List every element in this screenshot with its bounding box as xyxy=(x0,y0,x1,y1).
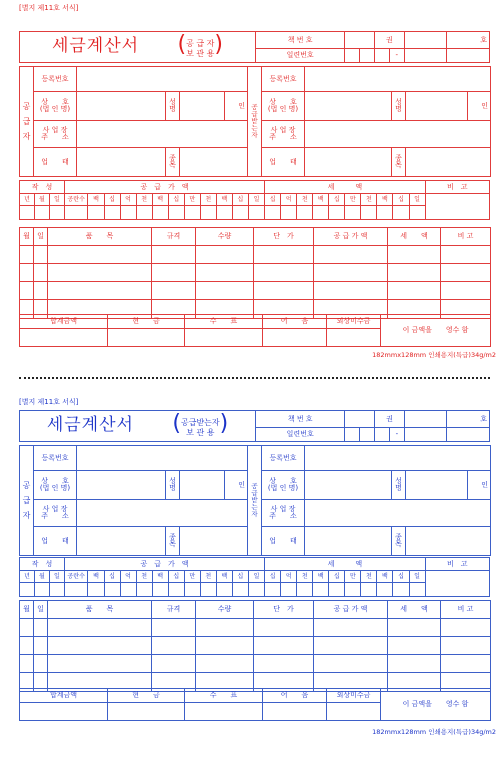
supplier-address-field[interactable] xyxy=(77,121,248,148)
book-number-label: 책 번 호 xyxy=(255,32,344,49)
supplier-biztype-label: 업 태 xyxy=(34,527,77,556)
supplier-name-label: 성 명 xyxy=(166,471,180,500)
line-items: 월 일 품 목 규격 수량 단 가 공 급 가 액 세 액 비 고 xyxy=(19,600,491,692)
receiver-name-label: 성 명 xyxy=(392,471,406,500)
invoice-receiver-copy xyxy=(0,379,504,757)
supplier-address-label: 사 업 장 주 소 xyxy=(34,121,77,148)
receiver-biztype-field[interactable] xyxy=(305,148,392,177)
party-info xyxy=(19,66,491,177)
supplier-item-label: 종 목 xyxy=(166,148,180,177)
supplier-company-field[interactable] xyxy=(77,92,166,121)
remarks-label: 비 고 xyxy=(425,558,489,571)
serial-number-label: 일련번호 xyxy=(256,428,345,442)
receiver-company-field[interactable] xyxy=(305,92,392,121)
receiver-company-field[interactable] xyxy=(305,471,392,500)
serial-number-label: 일련번호 xyxy=(255,49,344,63)
amount-section: 작 성 공 급 가 액 세 액 비 고 년 월 일 공란수 백 십 억 천 백 십 만 천 백 십 일 십 억 천 백 십 만 천 백 십 일 xyxy=(19,180,490,220)
supply-amount-label: 공 급 가 액 xyxy=(64,181,264,194)
supplier-name-label: 성 명 xyxy=(166,92,180,121)
remarks-field[interactable] xyxy=(425,194,489,220)
volume-label: 권 xyxy=(375,411,405,428)
copy-type-line2: 보 관 용 xyxy=(186,48,215,58)
written-date-label: 작 성 xyxy=(20,181,65,194)
supplier-item-label: 종 목 xyxy=(166,527,180,556)
receiver-item-field[interactable] xyxy=(406,148,491,177)
issue-number-label: 호 xyxy=(447,411,490,428)
supplier-name-field[interactable] xyxy=(180,92,225,121)
supplier-address-field[interactable] xyxy=(77,500,248,527)
receiver-reg-label: 등록번호 xyxy=(262,67,305,92)
supplier-section-label: 공 급 자 xyxy=(20,446,34,556)
document-title: 세금계산서 xyxy=(51,35,140,56)
issue-number-label: 호 xyxy=(447,32,490,49)
supplier-name-field[interactable] xyxy=(180,471,225,500)
supplier-company-label: 상 호 (법 인 명) xyxy=(34,92,77,121)
receiver-company-label: 상 호 (법 인 명) xyxy=(262,471,305,500)
supplier-address-label: 사 업 장 주 소 xyxy=(34,500,77,527)
totals-section: 합계금액 현 금 수 표 어 음 외상미수금 이 금액을 영수 함 xyxy=(19,688,491,721)
volume-label: 권 xyxy=(375,32,405,49)
table-row[interactable] xyxy=(20,619,491,637)
remarks-field[interactable] xyxy=(425,571,489,597)
form-number-label: [별지 제11호 서식] xyxy=(19,4,79,12)
supplier-section-label: 공 급 자 xyxy=(20,67,34,177)
line-items: 월 일 품 목 규격 수량 단 가 공 급 가 액 세 액 비 고 xyxy=(19,227,491,319)
blank-count-label: 공란수 xyxy=(64,194,88,206)
receiver-reg-field[interactable] xyxy=(305,67,491,92)
copy-type-line2: 보 관 용 xyxy=(186,427,215,437)
supplier-company-label: 상 호 (법 인 명) xyxy=(34,471,77,500)
receiver-seal-mark: 인 xyxy=(468,92,491,121)
invoice-form: 세금계산서 (공급받는자 보 관 용 ) 책 번 호 권 호 일련번호 - xyxy=(19,410,490,442)
supplier-reg-field[interactable] xyxy=(77,67,248,92)
receipt-phrase: 이 금액을 영수 함 xyxy=(381,315,491,347)
receiver-seal-mark: 인 xyxy=(468,471,491,500)
document-title: 세금계산서 xyxy=(46,414,134,435)
supplier-company-field[interactable] xyxy=(77,471,166,500)
remarks-label: 비 고 xyxy=(425,181,489,194)
receiver-reg-field[interactable] xyxy=(305,446,491,471)
receiver-biztype-field[interactable] xyxy=(305,527,392,556)
supplier-item-field[interactable] xyxy=(180,148,248,177)
supplier-biztype-field[interactable] xyxy=(77,148,166,177)
invoice-form: 세금계산서 (공 급 자 보 관 용) 책 번 호 권 호 일련번호 - xyxy=(19,31,490,63)
receiver-section-label: 공 급 받 는 자 xyxy=(248,67,262,177)
supplier-reg-label: 등록번호 xyxy=(34,67,77,92)
book-number-label: 책 번 호 xyxy=(256,411,345,428)
table-row[interactable] xyxy=(20,264,491,282)
supplier-reg-label: 등록번호 xyxy=(34,446,77,471)
supplier-seal-mark: 인 xyxy=(225,471,248,500)
tax-amount-label: 세 액 xyxy=(265,181,426,194)
tax-amount-label: 세 액 xyxy=(265,558,426,571)
table-row[interactable] xyxy=(20,637,491,655)
blank-count-label: 공란수 xyxy=(64,571,88,583)
receiver-item-label: 종 목 xyxy=(392,527,406,556)
receiver-address-field[interactable] xyxy=(305,500,491,527)
copy-type-line1: 공급받는자 xyxy=(181,417,220,427)
receiver-name-label: 성 명 xyxy=(392,92,406,121)
receiver-name-field[interactable] xyxy=(406,471,468,500)
receiver-biztype-label: 업 태 xyxy=(262,527,305,556)
supplier-biztype-label: 업 태 xyxy=(34,148,77,177)
supplier-seal-mark: 인 xyxy=(225,92,248,121)
receiver-address-label: 사 업 장 주 소 xyxy=(262,500,305,527)
receiver-item-field[interactable] xyxy=(406,527,491,556)
table-row[interactable] xyxy=(20,655,491,673)
receiver-address-label: 사 업 장 주 소 xyxy=(262,121,305,148)
table-row[interactable] xyxy=(20,282,491,300)
amount-section: 작 성 공 급 가 액 세 액 비 고 년 월 일 공란수 백 십 억 천 백 십 만 천 백 십 일 십 억 천 백 십 만 천 백 십 일 xyxy=(19,557,490,597)
form-number-label: [별지 제11호 서식] xyxy=(19,398,79,406)
table-row[interactable] xyxy=(20,246,491,264)
receiver-biztype-label: 업 태 xyxy=(262,148,305,177)
receiver-item-label: 종 목 xyxy=(392,148,406,177)
totals-section: 합계금액 현 금 수 표 어 음 외상미수금 이 금액을 영수 함 xyxy=(19,314,491,347)
supplier-biztype-field[interactable] xyxy=(77,527,166,556)
receipt-phrase: 이 금액을 영수 함 xyxy=(381,689,491,721)
supplier-reg-field[interactable] xyxy=(77,446,248,471)
paper-spec: 182mmx128mm 인쇄용지(특급)34g/m2 xyxy=(372,728,496,736)
receiver-section-label: 공 급 받 는 자 xyxy=(248,446,262,556)
paper-spec: 182mmx128mm 인쇄용지(특급)34g/m2 xyxy=(372,351,496,359)
party-info xyxy=(19,445,491,556)
receiver-name-field[interactable] xyxy=(406,92,468,121)
receiver-reg-label: 등록번호 xyxy=(262,446,305,471)
written-date-label: 작 성 xyxy=(20,558,65,571)
supplier-item-field[interactable] xyxy=(180,527,248,556)
invoice-supplier-copy xyxy=(0,0,504,378)
copy-type-line1: 공 급 자 xyxy=(186,38,215,48)
receiver-company-label: 상 호 (법 인 명) xyxy=(262,92,305,121)
supply-amount-label: 공 급 가 액 xyxy=(64,558,264,571)
receiver-address-field[interactable] xyxy=(305,121,491,148)
